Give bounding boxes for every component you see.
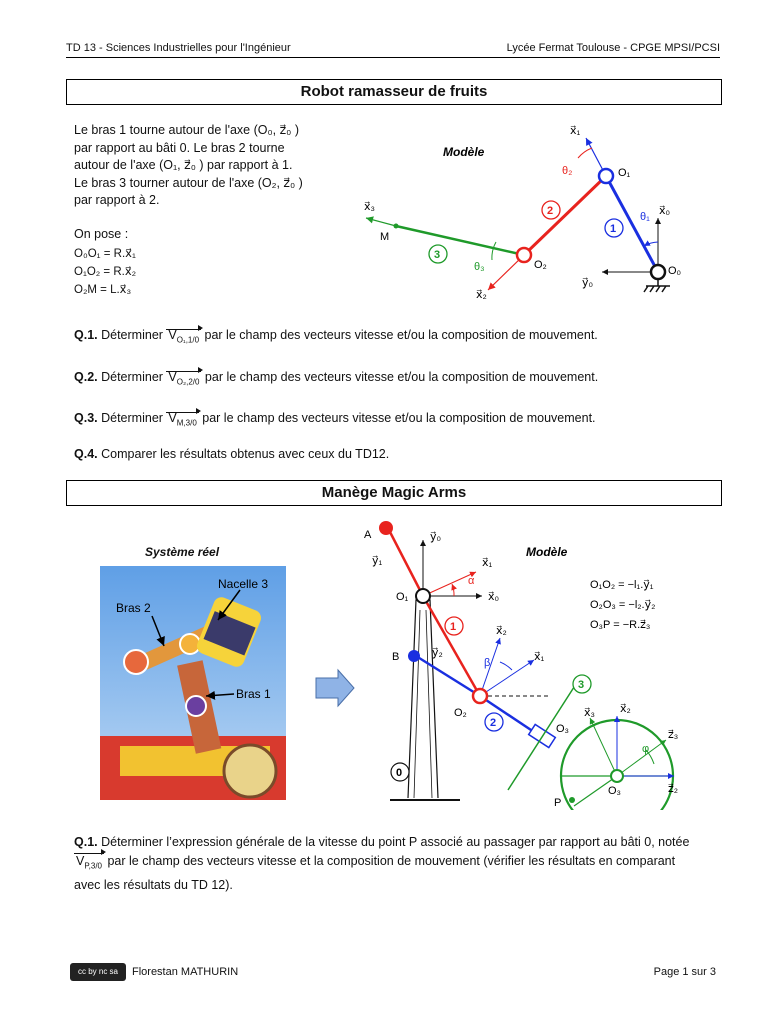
pose-eq: O₀O₁ = R.x⃗₁ <box>74 248 136 260</box>
intro-line: Le bras 1 tourne autour de l'axe (O₀, z⃗₀ ) <box>74 123 299 137</box>
label-x3: x⃗₃ <box>364 201 375 213</box>
section1-intro <box>74 122 344 210</box>
label-O2: O₂ <box>534 259 547 271</box>
q-text: Déterminer l’expression générale de la vitesse du point P associé au passager par rapport au bâti 0, notée <box>101 835 690 849</box>
q-text: Déterminer <box>101 370 163 384</box>
eq-2: O₂O₃ = −l₂.y⃗₂ <box>590 599 656 611</box>
theta3-arc <box>492 242 496 260</box>
question-3 <box>74 411 596 428</box>
velocity-vector: $V_{O_1,1/0}$ <box>168 328 200 345</box>
section2-question <box>74 833 724 895</box>
q-text: par le champ des vecteurs vitesse et la composition de mouvement (vérifier les résultats en comparant <box>107 854 676 868</box>
label-phi: φ <box>642 743 650 755</box>
beta-arc <box>500 662 512 670</box>
q-num: Q.3. <box>74 411 98 425</box>
pose-equations <box>74 245 136 299</box>
pose-label: On pose : <box>74 227 129 241</box>
label-y0: y⃗₀ <box>430 531 442 543</box>
label-alpha: α <box>468 575 475 587</box>
label-y0: y⃗₀ <box>582 277 594 289</box>
label-x1: x⃗₁ <box>570 125 581 137</box>
header-right: Lycée Fermat Toulouse - CPGE MPSI/PCSI <box>506 42 720 54</box>
label-y2: y⃗₂ <box>432 647 443 659</box>
q-num: Q.1. <box>74 835 98 849</box>
joint-O1 <box>416 589 430 603</box>
q-text: Déterminer <box>101 328 163 342</box>
q-num: Q.1. <box>74 328 98 342</box>
velocity-vector: $V_{M,3/0}$ <box>168 411 197 428</box>
ground-symbol <box>644 286 670 292</box>
joint-O2 <box>517 248 531 262</box>
label-two: 2 <box>490 717 497 729</box>
x3-axis <box>590 718 617 776</box>
label-bras1: Bras 1 <box>236 687 271 701</box>
label-x2: x⃗₂ <box>496 625 507 637</box>
label-O3b: O₃ <box>608 785 622 797</box>
joint-O1 <box>599 169 613 183</box>
model-label: Modèle <box>443 145 485 159</box>
q-text: par le champ des vecteurs vitesse et/ou la composition de mouvement. <box>204 328 598 342</box>
velocity-vector: $V_{P,3/0}$ <box>74 852 104 876</box>
tower <box>408 600 438 798</box>
label-zero: 0 <box>396 767 403 779</box>
magic-arms-diagram <box>350 520 720 810</box>
joint-O2 <box>473 689 487 703</box>
q-text: Comparer les résultats obtenus avec ceux du TD12. <box>101 447 390 461</box>
theta2-arc <box>578 148 592 158</box>
label-x0: x⃗₀ <box>488 591 500 603</box>
velocity-vector: $V_{O_2,2/0}$ <box>168 370 200 387</box>
q-num: Q.4. <box>74 447 98 461</box>
section1-title: Robot ramasseur de fruits <box>66 79 722 105</box>
label-O0: O₀ <box>668 265 682 277</box>
point-P <box>569 797 575 803</box>
model-label-2: Modèle <box>526 545 568 559</box>
question-4 <box>74 447 389 461</box>
label-bras2: Bras 2 <box>116 601 151 615</box>
label-x1b: x⃗₁ <box>534 651 545 663</box>
label-z3: z⃗₃ <box>668 729 679 741</box>
label-O1: O₁ <box>396 591 409 603</box>
arm-3 <box>396 226 524 255</box>
label-theta3: θ₃ <box>474 261 485 273</box>
arm-2-upper <box>416 656 480 696</box>
eq-1: O₁O₂ = −l₁.y⃗₁ <box>590 579 654 591</box>
eq-3: O₃P = −R.z⃗₃ <box>590 619 651 631</box>
nacelle-axis <box>508 684 576 790</box>
question-2 <box>74 370 598 387</box>
section2-title: Manège Magic Arms <box>66 480 722 506</box>
pose-eq: O₂M = L.x⃗₃ <box>74 284 132 296</box>
label-arm2: 2 <box>547 205 554 217</box>
label-beta: β <box>484 657 491 669</box>
point-A <box>379 521 393 535</box>
label-P: P <box>554 797 562 809</box>
label-theta2: θ₂ <box>562 165 573 177</box>
robot-diagram <box>350 118 710 308</box>
q-text: par le champ des vecteurs vitesse et/ou la composition de mouvement. <box>204 370 599 384</box>
header-left: TD 13 - Sciences Industrielles pour l'Ingénieur <box>66 42 291 54</box>
cc-license-icon <box>70 963 126 981</box>
footer-author: Florestan MATHURIN <box>132 966 239 978</box>
label-three: 3 <box>578 679 585 691</box>
q-text: avec les résultats du TD 12). <box>74 877 233 892</box>
label-x0: x⃗₀ <box>659 205 671 217</box>
label-theta1: θ₁ <box>640 211 650 223</box>
label-O2: O₂ <box>454 707 467 719</box>
label-arm3: 3 <box>434 249 441 261</box>
point-B <box>408 650 420 662</box>
joint-O0 <box>651 265 665 279</box>
q-text: par le champ des vecteurs vitesse et/ou la composition de mouvement. <box>202 411 596 425</box>
label-O1: O₁ <box>618 167 631 179</box>
arm-1-upper <box>390 532 423 596</box>
intro-line: Le bras 3 tourner autour de l'axe (O₂, z⃗₀ ) <box>74 175 303 190</box>
q-num: Q.2. <box>74 370 98 384</box>
label-x2b: x⃗₂ <box>620 703 631 715</box>
label-x2: x⃗₂ <box>476 289 487 301</box>
label-one: 1 <box>450 621 457 633</box>
intro-line: par rapport au bâti 0. Le bras 2 tourne <box>74 140 285 155</box>
label-x3: x⃗₃ <box>584 707 595 719</box>
label-O3: O₃ <box>556 723 570 735</box>
question-1 <box>74 328 598 345</box>
label-nacelle: Nacelle 3 <box>218 577 269 591</box>
pose-eq: O₁O₂ = R.x⃗₂ <box>74 266 137 278</box>
label-z2: z⃗₂ <box>668 783 679 795</box>
label-A: A <box>364 529 372 541</box>
point-M <box>394 224 399 229</box>
label-x1: x⃗₁ <box>482 557 493 569</box>
license-text: cc by nc sa <box>77 967 118 976</box>
alpha-arc <box>452 584 454 596</box>
joint-O3 <box>611 770 623 782</box>
ride-photo <box>100 566 286 800</box>
theta1-arc <box>644 242 658 246</box>
arm-2 <box>524 176 606 255</box>
intro-line: autour de l'axe (O₁, z⃗₀ ) par rapport à 1. <box>74 158 293 172</box>
photo-caption: Système réel <box>145 545 220 559</box>
label-M: M <box>380 231 390 243</box>
footer-page: Page 1 sur 3 <box>653 966 716 978</box>
q-text: Déterminer <box>101 411 163 425</box>
intro-line: par rapport à 2. <box>74 193 160 207</box>
label-B: B <box>392 651 400 663</box>
label-arm1: 1 <box>610 223 617 235</box>
x3-axis <box>366 218 396 226</box>
header-rule <box>66 57 720 58</box>
label-y1: y⃗₁ <box>372 555 383 567</box>
